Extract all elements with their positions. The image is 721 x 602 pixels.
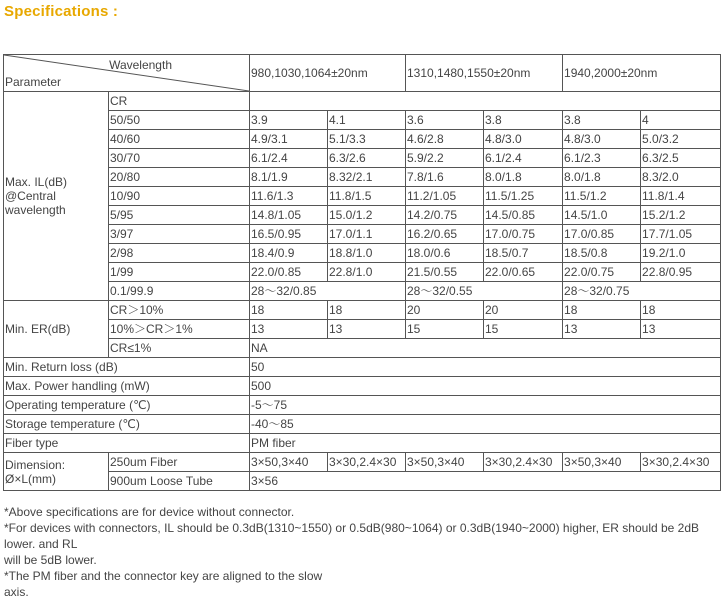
band-header: 1940,2000±20nm [563, 55, 721, 92]
il-row [4, 187, 721, 206]
spec-value: 500 [250, 377, 721, 396]
spec-value: -5～75 [250, 396, 721, 415]
il-value: 16.5/0.95 [250, 225, 328, 244]
il-row [4, 263, 721, 282]
il-value: 3.9 [250, 111, 328, 130]
dimension-row [4, 453, 721, 472]
note-line: axis. [4, 585, 29, 599]
il-row [4, 130, 721, 149]
note-line: *Above specifications are for device without connector. [4, 505, 295, 519]
spec-value: PM fiber [250, 434, 721, 453]
il-value: 3.8 [484, 111, 563, 130]
cr-condition: 10%＞CR＞1% [109, 320, 250, 339]
spec-row [4, 377, 721, 396]
il-value: 11.8/1.5 [328, 187, 406, 206]
er-label: Min. ER(dB) [4, 301, 109, 358]
dimension-label: Dimension: Ø×L(mm) [4, 453, 109, 491]
il-value: 17.0/0.85 [563, 225, 641, 244]
header-diagonal-cell [4, 55, 250, 92]
il-row [4, 244, 721, 263]
il-value: 22.8/0.95 [641, 263, 721, 282]
spec-value: 50 [250, 358, 721, 377]
er-value: 15 [406, 320, 484, 339]
il-value: 3.6 [406, 111, 484, 130]
il-value: 19.2/1.0 [641, 244, 721, 263]
il-value: 18.0/0.6 [406, 244, 484, 263]
spec-label: Operating temperature (℃) [4, 396, 250, 415]
cr-condition: CR＞10% [109, 301, 250, 320]
dimension-value: 3×56 [250, 472, 721, 491]
spec-table [3, 54, 721, 491]
il-value: 21.5/0.55 [406, 263, 484, 282]
spec-row [4, 415, 721, 434]
spec-row [4, 396, 721, 415]
il-value: 17.0/0.75 [484, 225, 563, 244]
spec-row [4, 434, 721, 453]
il-value: 14.5/0.85 [484, 206, 563, 225]
il-value: 6.3/2.6 [328, 149, 406, 168]
il-value: 15.2/1.2 [641, 206, 721, 225]
il-value: 11.5/1.2 [563, 187, 641, 206]
il-value: 4 [641, 111, 721, 130]
dimension-row [4, 472, 721, 491]
il-value: 5.9/2.2 [406, 149, 484, 168]
il-value: 4.1 [328, 111, 406, 130]
il-value: 14.2/0.75 [406, 206, 484, 225]
il-value: 8.0/1.8 [563, 168, 641, 187]
wavelength-label: Wavelength [109, 58, 172, 72]
il-value: 15.0/1.2 [328, 206, 406, 225]
er-value: 18 [563, 301, 641, 320]
il-value: 5.0/3.2 [641, 130, 721, 149]
il-row [4, 111, 721, 130]
il-label: Max. IL(dB) @Central wavelength [4, 92, 109, 301]
il-value: 5.1/3.3 [328, 130, 406, 149]
note-line: will be 5dB lower. [4, 553, 97, 567]
cr-ratio: 20/80 [109, 168, 250, 187]
er-value: 13 [641, 320, 721, 339]
il-value: 22.0/0.85 [250, 263, 328, 282]
spec-label: Storage temperature (℃) [4, 415, 250, 434]
spec-row [4, 358, 721, 377]
il-value: 11.2/1.05 [406, 187, 484, 206]
er-row [4, 301, 721, 320]
spec-label: Fiber type [4, 434, 250, 453]
note-line: lower. and RL [4, 537, 78, 551]
il-value: 6.3/2.5 [641, 149, 721, 168]
il-value: 18.5/0.8 [563, 244, 641, 263]
il-value: 22.0/0.65 [484, 263, 563, 282]
dimension-sub-label: 250um Fiber [109, 453, 250, 472]
cr-ratio: 30/70 [109, 149, 250, 168]
er-value: 20 [406, 301, 484, 320]
il-value: 18.4/0.9 [250, 244, 328, 263]
il-value: 28～32/0.55 [406, 282, 563, 301]
il-row [4, 225, 721, 244]
dimension-sub-label: 900um Loose Tube [109, 472, 250, 491]
il-value: 17.7/1.05 [641, 225, 721, 244]
il-value: 28～32/0.75 [563, 282, 721, 301]
band-header: 1310,1480,1550±20nm [406, 55, 563, 92]
cr-ratio: 1/99 [109, 263, 250, 282]
er-value: 15 [484, 320, 563, 339]
spec-notes [4, 504, 716, 600]
il-value: 4.8/3.0 [484, 130, 563, 149]
dimension-value: 3×50,3×40 [406, 453, 484, 472]
il-value: 8.1/1.9 [250, 168, 328, 187]
il-value: 8.0/1.8 [484, 168, 563, 187]
spec-label: Min. Return loss (dB) [4, 358, 250, 377]
er-value: 18 [328, 301, 406, 320]
cr-ratio: 50/50 [109, 111, 250, 130]
er-value: 18 [250, 301, 328, 320]
il-value: 16.2/0.65 [406, 225, 484, 244]
il-value: 6.1/2.4 [250, 149, 328, 168]
il-value: 8.32/2.1 [328, 168, 406, 187]
il-value: 6.1/2.3 [563, 149, 641, 168]
er-value: 13 [563, 320, 641, 339]
dimension-value: 3×30,2.4×30 [328, 453, 406, 472]
il-value: 8.3/2.0 [641, 168, 721, 187]
empty-cell [250, 92, 721, 111]
cr-ratio: 0.1/99.9 [109, 282, 250, 301]
il-cr-row [4, 92, 721, 111]
er-value: 20 [484, 301, 563, 320]
parameter-label: Parameter [5, 75, 62, 89]
dimension-value: 3×30,2.4×30 [484, 453, 563, 472]
er-row [4, 320, 721, 339]
page-heading: Specifications : [4, 3, 119, 20]
er-row [4, 339, 721, 358]
cr-ratio: 10/90 [109, 187, 250, 206]
dimension-value: 3×50,3×40 [250, 453, 328, 472]
il-value: 18.8/1.0 [328, 244, 406, 263]
il-row [4, 168, 721, 187]
il-value: 14.5/1.0 [563, 206, 641, 225]
er-value: 13 [328, 320, 406, 339]
cr-ratio: 3/97 [109, 225, 250, 244]
il-value: 22.0/0.75 [563, 263, 641, 282]
il-value: 7.8/1.6 [406, 168, 484, 187]
il-value: 22.8/1.0 [328, 263, 406, 282]
header-row [4, 55, 721, 92]
band-header: 980,1030,1064±20nm [250, 55, 406, 92]
il-value: 4.8/3.0 [563, 130, 641, 149]
il-value: 28～32/0.85 [250, 282, 406, 301]
il-value: 6.1/2.4 [484, 149, 563, 168]
dimension-value: 3×50,3×40 [563, 453, 641, 472]
spec-value: -40～85 [250, 415, 721, 434]
cr-ratio: 2/98 [109, 244, 250, 263]
note-line: *For devices with connectors, IL should be 0.3dB(1310~1550) or 0.5dB(980~1064) or 0.3dB(1940~2000) higher, ER should be 2dB [4, 521, 700, 535]
dimension-value: 3×30,2.4×30 [641, 453, 721, 472]
il-value: 4.9/3.1 [250, 130, 328, 149]
il-row [4, 206, 721, 225]
cr-label: CR [109, 92, 250, 111]
il-value: 11.6/1.3 [250, 187, 328, 206]
il-row [4, 149, 721, 168]
er-value: NA [250, 339, 721, 358]
cr-ratio: 40/60 [109, 130, 250, 149]
il-value: 11.8/1.4 [641, 187, 721, 206]
spec-label: Max. Power handling (mW) [4, 377, 250, 396]
er-value: 18 [641, 301, 721, 320]
cr-ratio: 5/95 [109, 206, 250, 225]
il-value: 3.8 [563, 111, 641, 130]
cr-condition: CR≤1% [109, 339, 250, 358]
er-value: 13 [250, 320, 328, 339]
il-value: 17.0/1.1 [328, 225, 406, 244]
il-row [4, 282, 721, 301]
il-value: 14.8/1.05 [250, 206, 328, 225]
il-value: 4.6/2.8 [406, 130, 484, 149]
note-line: *The PM fiber and the connector key are aligned to the slow [4, 569, 323, 583]
il-value: 18.5/0.7 [484, 244, 563, 263]
il-value: 11.5/1.25 [484, 187, 563, 206]
